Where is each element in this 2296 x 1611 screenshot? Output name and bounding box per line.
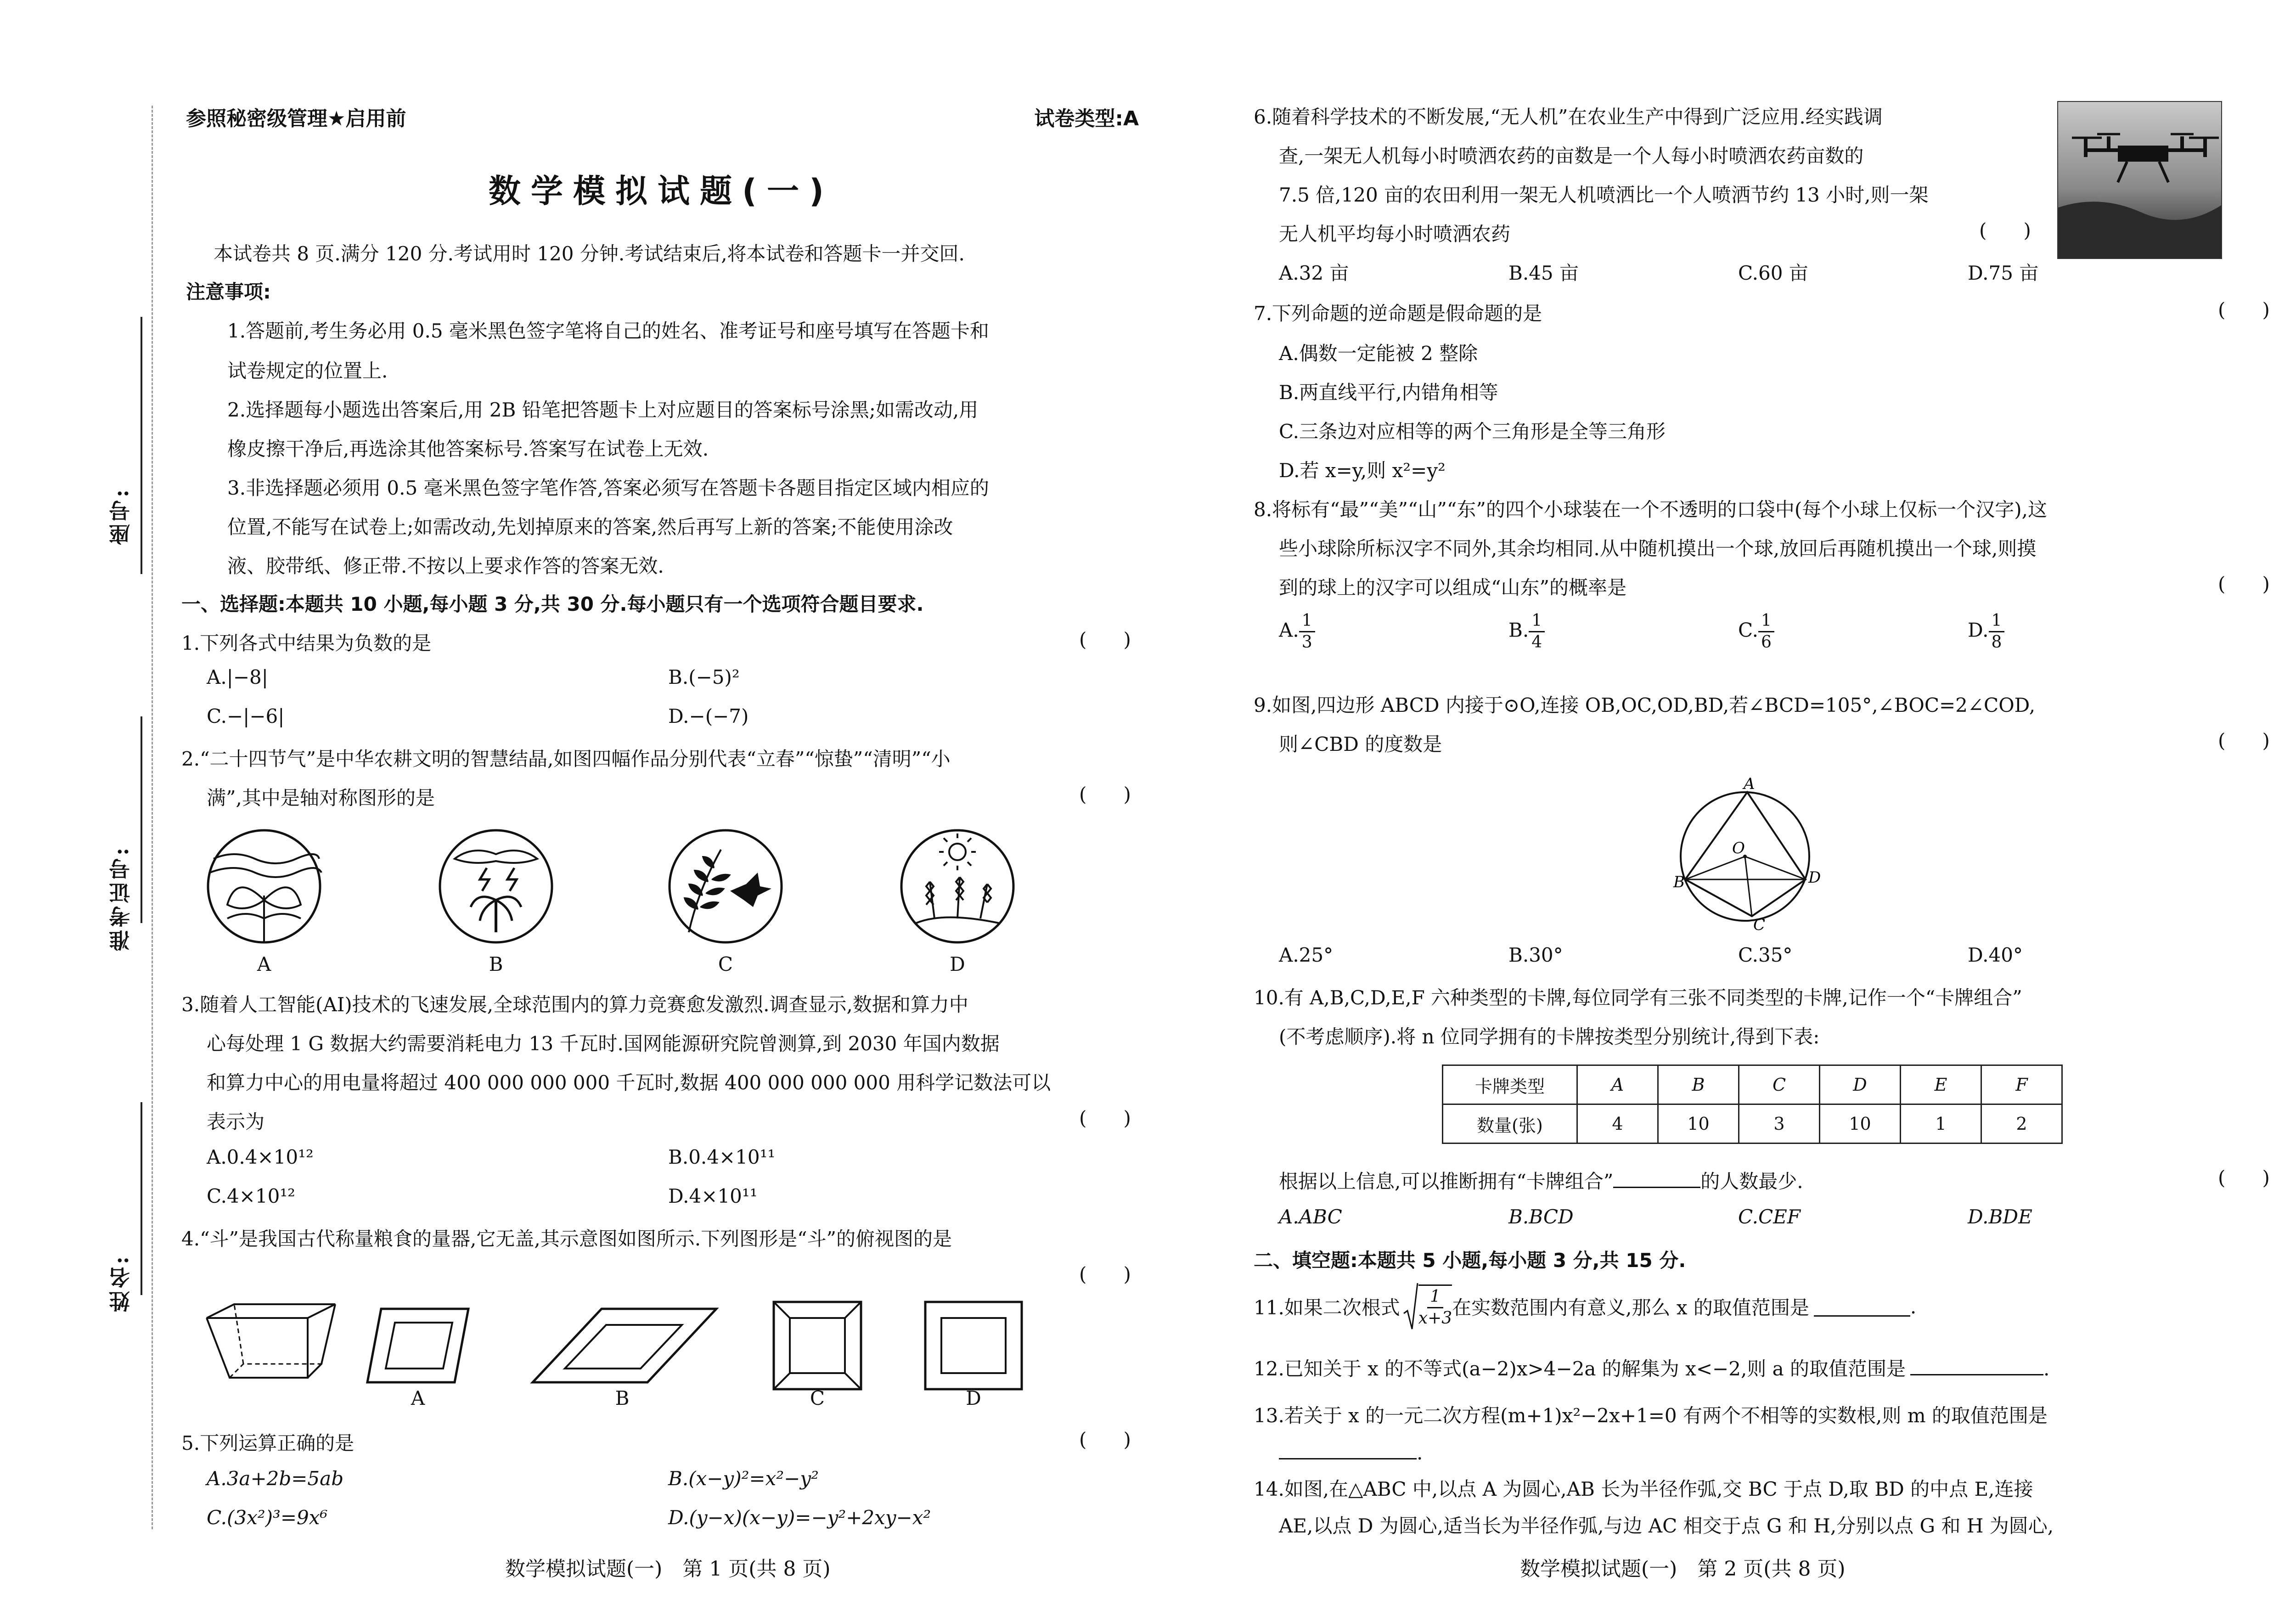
table-cell: B xyxy=(1658,1065,1739,1104)
option-c: C.60 亩 xyxy=(1738,262,1808,284)
question-8-stem: 到的球上的汉字可以组成“山东”的概率是 xyxy=(1279,576,1626,599)
question-12-text: 12.已知关于 x 的不等式(a−2)x>4−2a 的解集为 x<−2,则 a 的取值范围是 xyxy=(1254,1358,1906,1380)
figure-label: D xyxy=(950,953,965,975)
option-a xyxy=(1279,611,1315,653)
numerator: 1 xyxy=(1427,1287,1443,1308)
solar-term-figure-d xyxy=(898,827,1017,946)
table-cell: 4 xyxy=(1577,1104,1658,1143)
figure-label: D xyxy=(966,1387,981,1409)
notice-title: 注意事项: xyxy=(186,281,271,303)
followup-text: 根据以上信息,可以推断拥有“卡牌组合” xyxy=(1279,1170,1614,1193)
dou-measure-figure xyxy=(202,1300,340,1391)
point-c-label: C xyxy=(1753,916,1766,932)
option-d: D.−(−7) xyxy=(668,705,749,727)
option-b: B.45 亩 xyxy=(1508,262,1579,284)
page-footer: 数学模拟试题(一) 第 1 页(共 8 页) xyxy=(505,1557,831,1581)
intro-text: 本试卷共 8 页.满分 120 分.考试用时 120 分钟.考试结束后,将本试卷和答题卡一并交回. xyxy=(214,242,965,265)
figure-label: A xyxy=(257,953,271,975)
question-10-stem: (不考虑顺序).将 n 位同学拥有的卡牌按类型分别统计,得到下表: xyxy=(1279,1025,1820,1048)
numerator: 1 xyxy=(1758,611,1774,632)
question-11 xyxy=(1254,1281,1916,1332)
question-4-stem: 4.“斗”是我国古代称量粮食的量器,它无盖,其示意图如图所示.下列图形是“斗”的俯视图的是 xyxy=(181,1228,952,1250)
top-view-option-b xyxy=(528,1304,721,1387)
point-a-label: A xyxy=(1744,776,1755,793)
section-heading: 二、填空题:本题共 5 小题,每小题 3 分,共 15 分. xyxy=(1254,1249,1686,1272)
question-6-stem: 无人机平均每小时喷洒农药 xyxy=(1279,223,1511,245)
fraction xyxy=(1299,611,1315,653)
option-a: A.3a+2b=5ab xyxy=(207,1467,344,1490)
top-view-option-c xyxy=(771,1300,863,1391)
answer-paren: ( ) xyxy=(2218,299,2270,321)
question-13-end: . xyxy=(1417,1442,1423,1464)
table-cell: 10 xyxy=(1820,1104,1901,1143)
notice-line: 1.答题前,考生务必用 0.5 毫米黑色签字笔将自己的姓名、准考证号和座号填写在答题卡和 xyxy=(227,320,989,342)
numerator: 1 xyxy=(1989,611,2005,632)
answer-paren: ( ) xyxy=(1079,783,1131,806)
denominator: x+3 xyxy=(1418,1309,1452,1328)
question-3-stem: 3.随着人工智能(AI)技术的飞速发展,全球范围内的算力竞赛愈发激烈.调查显示,数据和算力中 xyxy=(181,993,968,1016)
notice-line: 液、胶带纸、修正带.不按以上要求作答的答案无效. xyxy=(227,555,664,577)
question-3-stem: 表示为 xyxy=(207,1110,265,1133)
answer-paren: ( ) xyxy=(1079,1263,1131,1285)
answer-paren: ( ) xyxy=(1079,1428,1131,1451)
question-9-stem: 9.如图,四边形 ABCD 内接于⊙O,连接 OB,OC,OD,BD,若∠BCD=105°,∠BOC=2∠COD, xyxy=(1254,694,2036,716)
denominator: 6 xyxy=(1761,633,1772,652)
question-11-text: 在实数范围内有意义,那么 x 的取值范围是 xyxy=(1452,1296,1809,1319)
option-d: D.40° xyxy=(1968,944,2023,966)
solar-term-figure-c xyxy=(666,827,785,946)
top-view-option-d xyxy=(923,1300,1024,1391)
option-b: B.(−5)² xyxy=(668,666,740,688)
security-header: 参照秘密级管理★启用前 xyxy=(186,107,406,130)
question-9-stem: 则∠CBD 的度数是 xyxy=(1279,733,1442,755)
denominator: 8 xyxy=(1991,633,2002,652)
page-title: 数学模拟试题(一) xyxy=(489,172,834,210)
table-cell: 10 xyxy=(1658,1104,1739,1143)
option-letter: A. xyxy=(1279,619,1299,642)
exam-id-label: 准考证号: xyxy=(108,845,133,951)
option-a: A.25° xyxy=(1279,944,1334,966)
numerator: 1 xyxy=(1299,611,1315,632)
notice-line: 2.选择题每小题选出答案后,用 2B 铅笔把答题卡上对应题目的答案标号涂黑;如需改动,用 xyxy=(227,399,979,421)
question-3-stem: 心每处理 1 G 数据大约需要消耗电力 13 千瓦时.国网能源研究院曾测算,到 2030 年国内数据 xyxy=(207,1032,1000,1055)
question-2-stem: 满”,其中是轴对称图形的是 xyxy=(207,787,435,809)
top-view-option-a xyxy=(363,1304,473,1387)
question-6-stem: 查,一架无人机每小时喷洒农药的亩数是一个人每小时喷洒农药亩数的 xyxy=(1279,145,1864,167)
question-8-stem: 8.将标有“最”“美”“山”“东”的四个小球装在一个不透明的口袋中(每个小球上仅标一个汉字),这 xyxy=(1254,498,2047,521)
point-b-label: B xyxy=(1673,873,1685,891)
option-c: C.4×10¹² xyxy=(207,1185,296,1207)
figure-label: B xyxy=(489,953,503,975)
denominator: 3 xyxy=(1301,633,1312,652)
option-b xyxy=(1508,611,1545,653)
option-b: B.0.4×10¹¹ xyxy=(668,1146,776,1168)
question-11-end: . xyxy=(1910,1295,1917,1318)
figure-label: C xyxy=(810,1387,825,1409)
answer-paren: ( ) xyxy=(2218,729,2270,752)
option-d: D.BDE xyxy=(1968,1205,2032,1228)
page-footer: 数学模拟试题(一) 第 2 页(共 8 页) xyxy=(1520,1557,1846,1581)
option-a: A.32 亩 xyxy=(1279,262,1349,284)
figure-label: B xyxy=(615,1387,630,1409)
radicand-fraction xyxy=(1418,1284,1452,1329)
table-cell: E xyxy=(1901,1065,1981,1104)
option-d: D.4×10¹¹ xyxy=(668,1185,758,1207)
option-letter: B. xyxy=(1508,619,1529,642)
figure-label: A xyxy=(411,1387,425,1409)
question-3-stem: 和算力中心的用电量将超过 400 000 000 000 千瓦时,数据 400 000 000 000 用科学记数法可以 xyxy=(207,1071,1051,1094)
denominator: 4 xyxy=(1531,633,1542,652)
option-letter: D. xyxy=(1968,619,1989,642)
table-cell: D xyxy=(1820,1065,1901,1104)
answer-paren: ( ) xyxy=(2218,573,2270,595)
fraction xyxy=(1989,611,2005,653)
section-heading: 一、选择题:本题共 10 小题,每小题 3 分,共 30 分.每小题只有一个选项符合题目要求. xyxy=(181,593,924,615)
exam-id-line xyxy=(141,716,142,923)
card-count-table xyxy=(1442,1065,2063,1144)
option-letter: C. xyxy=(1738,619,1758,642)
question-6-stem: 7.5 倍,120 亩的农田利用一架无人机喷洒比一个人喷洒节约 13 小时,则一架 xyxy=(1279,184,1929,206)
point-d-label: D xyxy=(1808,868,1821,887)
question-10-stem: 10.有 A,B,C,D,E,F 六种类型的卡牌,每位同学有三张不同类型的卡牌,记作一个“卡牌组合” xyxy=(1254,986,2022,1009)
question-12 xyxy=(1254,1354,2049,1381)
seat-line xyxy=(141,317,142,574)
table-header-row xyxy=(1443,1065,2062,1104)
option-a: A.0.4×10¹² xyxy=(207,1146,314,1168)
paper-type: 试卷类型:A xyxy=(1034,107,1139,130)
option-c: C.三条边对应相等的两个三角形是全等三角形 xyxy=(1279,420,1666,443)
answer-blank xyxy=(1814,1297,1910,1317)
page-2 xyxy=(1171,0,2296,1611)
followup-text: 的人数最少. xyxy=(1700,1170,1803,1193)
drone-photo xyxy=(2057,101,2222,259)
notice-line: 试卷规定的位置上. xyxy=(227,360,388,382)
table-cell: 卡牌类型 xyxy=(1443,1065,1577,1104)
answer-paren: ( ) xyxy=(1979,219,2031,242)
fraction xyxy=(1529,611,1545,653)
table-cell: 3 xyxy=(1739,1104,1820,1143)
name-label: 姓名: xyxy=(108,1254,133,1312)
name-line xyxy=(141,1102,142,1295)
seat-label: 座号: xyxy=(108,487,133,545)
table-cell: 1 xyxy=(1901,1104,1981,1143)
option-c: C.−|−6| xyxy=(207,705,285,727)
answer-paren: ( ) xyxy=(2218,1166,2270,1189)
table-cell: F xyxy=(1981,1065,2062,1104)
answer-blank xyxy=(1279,1440,1417,1459)
table-cell: C xyxy=(1739,1065,1820,1104)
table-cell: A xyxy=(1577,1065,1658,1104)
answer-paren: ( ) xyxy=(1079,1107,1131,1129)
question-1-stem: 1.下列各式中结果为负数的是 xyxy=(181,632,432,654)
question-6-stem: 6.随着科学技术的不断发展,“无人机”在农业生产中得到广泛应用.经实践调 xyxy=(1254,106,1883,128)
option-d: D.75 亩 xyxy=(1968,262,2039,284)
question-12-end: . xyxy=(2043,1358,2050,1380)
option-a: A.偶数一定能被 2 整除 xyxy=(1279,342,1478,365)
question-5-stem: 5.下列运算正确的是 xyxy=(181,1432,355,1454)
option-c: C.(3x²)³=9x⁶ xyxy=(207,1506,328,1529)
question-2-stem: 2.“二十四节气”是中华农耕文明的智慧结晶,如图四幅作品分别代表“立春”“惊蛰”“清明”“小 xyxy=(181,748,951,770)
question-7-stem: 7.下列命题的逆命题是假命题的是 xyxy=(1254,302,1542,325)
question-8-stem: 些小球除所标汉字不同外,其余均相同.从中随机摸出一个球,放回后再随机摸出一个球,则摸 xyxy=(1279,537,2037,560)
table-cell: 数量(张) xyxy=(1443,1104,1577,1143)
option-b: B.两直线平行,内错角相等 xyxy=(1279,381,1498,404)
option-b: B.(x−y)²=x²−y² xyxy=(668,1467,819,1490)
solar-term-figure-b xyxy=(436,827,556,946)
notice-line: 3.非选择题必须用 0.5 毫米黑色签字笔作答,答案必须写在答题卡各题目指定区域内相应的 xyxy=(227,477,989,499)
option-b: B.30° xyxy=(1508,944,1563,966)
solar-term-figure-a xyxy=(204,827,324,946)
fraction xyxy=(1758,611,1774,653)
notice-line: 橡皮擦干净后,再选涂其他答案标号.答案写在试卷上无效. xyxy=(227,438,709,460)
binding-rule xyxy=(152,106,153,1529)
question-14-stem: AE,以点 D 为圆心,适当长为半径作弧,与边 AC 相交于点 G 和 H,分别以点 G 和 H 为圆心, xyxy=(1279,1515,2054,1537)
inscribed-quadrilateral-figure xyxy=(1671,776,1828,932)
option-d: D.(y−x)(x−y)=−y²+2xy−x² xyxy=(668,1506,931,1529)
notice-line: 位置,不能写在试卷上;如需改动,先划掉原来的答案,然后再写上新的答案;不能使用涂改 xyxy=(227,516,953,538)
option-d: D.若 x=y,则 x²=y² xyxy=(1279,459,1446,482)
answer-paren: ( ) xyxy=(1079,628,1131,651)
answer-blank xyxy=(1613,1187,1700,1188)
question-14-stem: 14.如图,在△ABC 中,以点 A 为圆心,AB 长为半径作弧,交 BC 于点 D,取 BD 的中点 E,连接 xyxy=(1254,1478,2033,1500)
question-13-continued xyxy=(1279,1440,1423,1464)
option-c: C.CEF xyxy=(1738,1205,1801,1228)
option-a: A.ABC xyxy=(1279,1205,1342,1228)
question-10-followup xyxy=(1279,1166,1803,1194)
option-c: C.35° xyxy=(1738,944,1793,966)
radical-sign xyxy=(1403,1281,1418,1332)
point-o-label: O xyxy=(1732,839,1745,857)
question-13-text: 13.若关于 x 的一元二次方程(m+1)x²−2x+1=0 有两个不相等的实数根,则 m 的取值范围是 xyxy=(1254,1404,2048,1427)
option-a: A.|−8| xyxy=(207,666,268,688)
option-d xyxy=(1968,611,2004,653)
numerator: 1 xyxy=(1529,611,1545,632)
question-11-text: 11.如果二次根式 xyxy=(1254,1296,1400,1319)
table-cell: 2 xyxy=(1981,1104,2062,1143)
option-b: B.BCD xyxy=(1508,1205,1574,1228)
figure-label: C xyxy=(718,953,733,975)
answer-blank xyxy=(1910,1356,2043,1375)
table-row xyxy=(1443,1104,2062,1143)
option-c xyxy=(1738,611,1774,653)
